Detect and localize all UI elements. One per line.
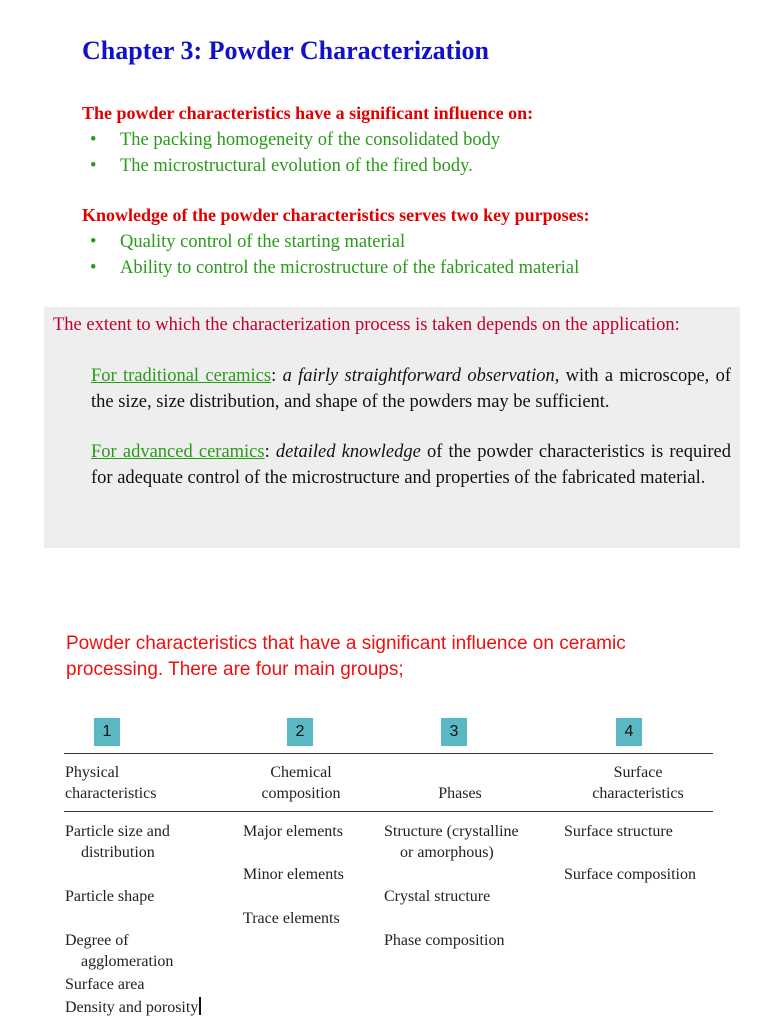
text-cursor — [199, 997, 201, 1015]
table-cell: Particle shape — [65, 888, 155, 905]
table-header-rule — [64, 811, 713, 812]
table-cell: Surface composition — [564, 866, 696, 883]
table-cell: Major elements — [243, 823, 343, 840]
section-heading-influence: The powder characteristics have a significant influence on: — [82, 103, 534, 123]
table-cell: Density and porosity — [65, 997, 201, 1018]
header-physical: Physical characteristics — [65, 764, 157, 802]
section-heading-purposes: Knowledge of the powder characteristics serves two key purposes: — [82, 205, 590, 225]
header-surface: Surface characteristics — [592, 764, 684, 802]
list-item: • The packing homogeneity of the consolidated body — [90, 127, 500, 153]
table-cell: Particle size and distribution — [65, 823, 170, 861]
group-number-badge: 2 — [287, 718, 313, 746]
influence-list — [90, 127, 500, 179]
table-cell: Structure (crystalline or amorphous) — [384, 823, 519, 861]
bullet-icon: • — [90, 130, 97, 150]
application-note-box — [44, 307, 740, 548]
bullet-icon: • — [90, 232, 97, 252]
group-number-badge: 1 — [94, 718, 120, 746]
table-cell: Surface structure — [564, 823, 673, 840]
traditional-ceramics-paragraph: For traditional ceramics: a fairly straightforward observation, with a microscope, of the size, size distribution, and shape of the powders may be sufficient. — [91, 366, 732, 412]
table-cell: Surface area — [65, 976, 145, 993]
group-number-badge: 4 — [616, 718, 642, 746]
box-intro: The extent to which the characterization process is taken depends on the application: — [53, 315, 680, 335]
table-cell: Crystal structure — [384, 888, 491, 905]
header-chemical: Chemical composition — [261, 764, 341, 802]
header-phases: Phases — [438, 785, 482, 802]
list-item: • Ability to control the microstructure of the fabricated material — [90, 255, 579, 281]
table-cell: Trace elements — [243, 910, 340, 927]
advanced-ceramics-paragraph: For advanced ceramics: detailed knowledge of the powder characteristics is required for adequate control of the microstructure and properties of the fabricated material. — [91, 442, 732, 488]
table-cell: Degree of agglomeration — [65, 932, 174, 970]
table-cell: Minor elements — [243, 866, 344, 883]
list-item: • The microstructural evolution of the fired body. — [90, 153, 500, 179]
group-number-badge: 3 — [441, 718, 467, 746]
groups-intro: Powder characteristics that have a significant influence on ceramic processing. There are four main groups; — [66, 633, 626, 680]
advanced-ceramics-label: For advanced ceramics — [91, 442, 265, 462]
traditional-ceramics-label: For traditional ceramics — [91, 366, 272, 386]
purposes-list — [90, 229, 579, 281]
list-item: • Quality control of the starting material — [90, 229, 579, 255]
table-top-rule — [64, 753, 713, 754]
page-title: Chapter 3: Powder Characterization — [82, 36, 490, 65]
table-cell: Phase composition — [384, 932, 505, 949]
bullet-icon: • — [90, 258, 97, 278]
bullet-icon: • — [90, 156, 97, 176]
